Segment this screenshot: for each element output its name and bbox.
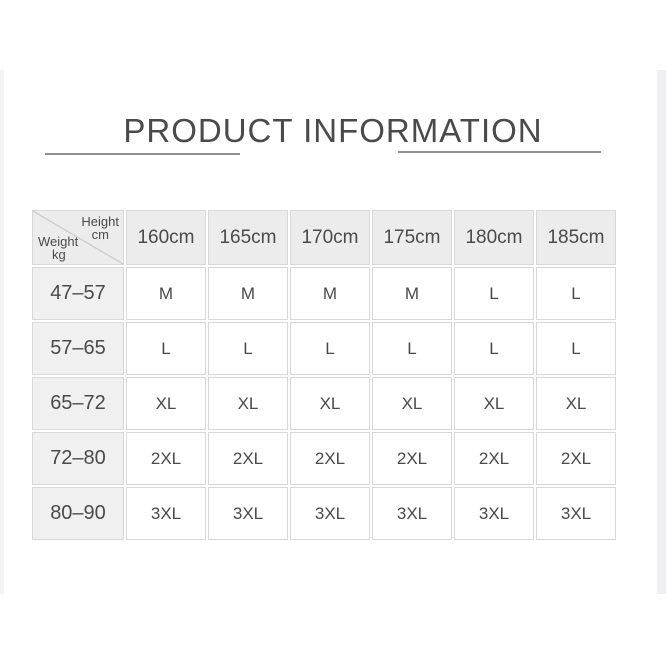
weight-unit: kg — [52, 247, 66, 262]
size-cell: L — [290, 322, 370, 375]
corner-weight-label — [38, 235, 78, 261]
column-header-165cm: 165cm — [208, 210, 288, 265]
size-cell: 2XL — [372, 432, 452, 485]
row-header-weight: 57–65 — [32, 322, 124, 375]
row-header-weight: 80–90 — [32, 487, 124, 540]
size-cell: 3XL — [290, 487, 370, 540]
size-cell: 3XL — [126, 487, 206, 540]
row-header-weight: 47–57 — [32, 267, 124, 320]
size-cell: L — [208, 322, 288, 375]
size-cell: L — [372, 322, 452, 375]
column-header-175cm: 175cm — [372, 210, 452, 265]
size-cell: XL — [536, 377, 616, 430]
height-label: Height — [81, 214, 119, 229]
size-cell: 3XL — [454, 487, 534, 540]
size-cell: 3XL — [536, 487, 616, 540]
size-cell: M — [126, 267, 206, 320]
corner-cell — [32, 210, 124, 265]
table-row — [32, 487, 616, 540]
weight-label: Weight — [38, 234, 79, 249]
size-cell: XL — [454, 377, 534, 430]
size-cell: XL — [290, 377, 370, 430]
size-cell: 2XL — [290, 432, 370, 485]
height-unit: cm — [91, 227, 109, 242]
corner-height-label — [81, 215, 119, 241]
size-cell: 3XL — [372, 487, 452, 540]
size-cell: 3XL — [208, 487, 288, 540]
table-row — [32, 377, 616, 430]
size-cell: L — [536, 322, 616, 375]
column-header-180cm: 180cm — [454, 210, 534, 265]
title-underline-left — [45, 153, 240, 155]
column-header-170cm: 170cm — [290, 210, 370, 265]
column-header-185cm: 185cm — [536, 210, 616, 265]
row-header-weight: 65–72 — [32, 377, 124, 430]
size-cell: L — [454, 322, 534, 375]
size-cell: 2XL — [208, 432, 288, 485]
size-cell: XL — [126, 377, 206, 430]
size-cell: M — [372, 267, 452, 320]
size-cell: 2XL — [536, 432, 616, 485]
size-cell: L — [454, 267, 534, 320]
table-row — [32, 267, 616, 320]
size-cell: M — [208, 267, 288, 320]
size-cell: XL — [208, 377, 288, 430]
size-chart-table — [30, 208, 618, 542]
table-row — [32, 322, 616, 375]
size-cell: L — [126, 322, 206, 375]
column-header-160cm: 160cm — [126, 210, 206, 265]
size-cell: M — [290, 267, 370, 320]
size-cell: XL — [372, 377, 452, 430]
title-underline-right — [398, 151, 601, 153]
page-title: PRODUCT INFORMATION — [123, 112, 543, 149]
size-cell: 2XL — [454, 432, 534, 485]
row-header-weight: 72–80 — [32, 432, 124, 485]
table-row — [32, 432, 616, 485]
header-row — [32, 210, 616, 265]
size-cell: L — [536, 267, 616, 320]
size-cell: 2XL — [126, 432, 206, 485]
